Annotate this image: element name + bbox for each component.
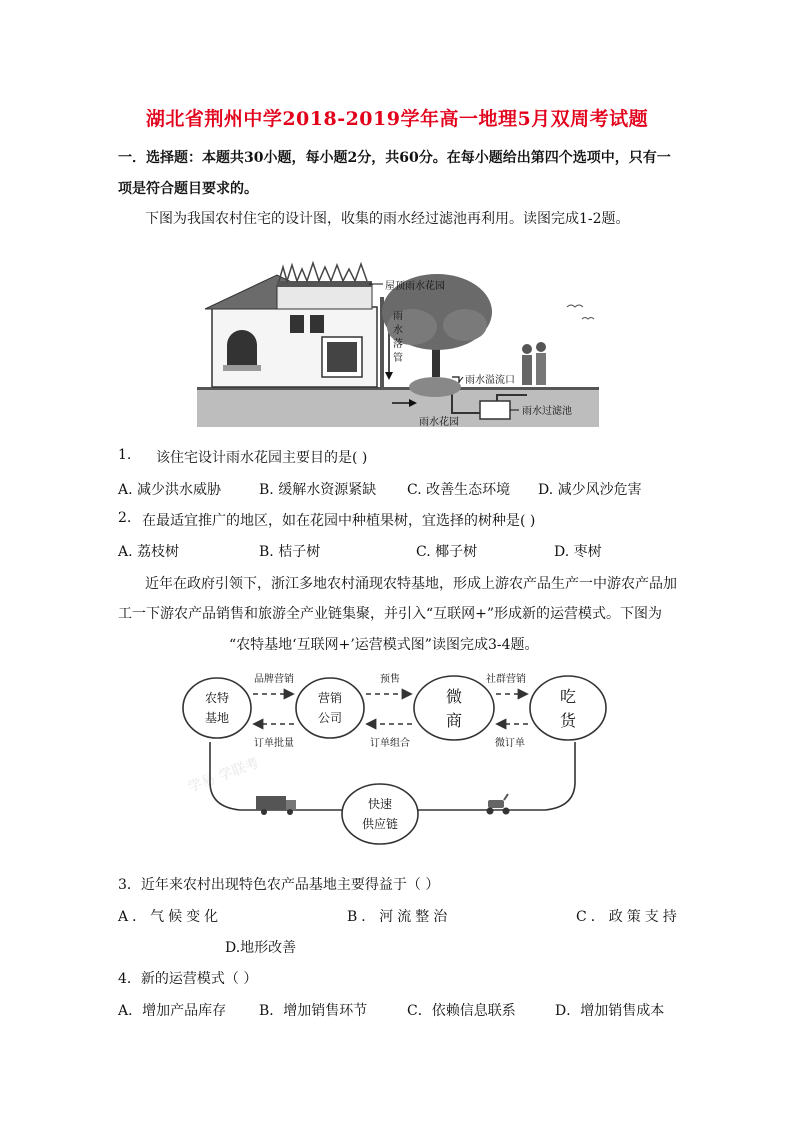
node-supply-line2: 供应链	[361, 817, 399, 831]
house-window-arch	[227, 330, 257, 367]
question-2-option-c: C. 椰子树	[416, 544, 478, 560]
question-1-option-d: D. 减少风沙危害	[538, 482, 642, 498]
node-wechat-line2: 商	[445, 711, 463, 730]
arrow-label-presale: 预售	[380, 674, 400, 685]
page-title: 湖北省荆州中学2018-2019学年高一地理5月双周考试题	[145, 108, 649, 130]
label-pipe-char-1: 雨	[393, 311, 403, 322]
question-4-text: 4．新的运营模式（ ）	[118, 971, 258, 987]
watermark: 学易 学联考	[185, 755, 262, 796]
question-3-option-c: C．政策支持	[576, 909, 681, 925]
label-pipe-char-3: 落	[393, 339, 403, 350]
question-4-option-d: D．增加销售成本	[555, 1003, 665, 1019]
question-3-option-b: B．河流整治	[347, 909, 452, 925]
question-2-number: 2.	[118, 510, 132, 526]
loop-right	[415, 742, 575, 810]
question-2-option-d: D. 枣树	[554, 544, 602, 560]
question-2-option-b: B. 桔子树	[259, 544, 321, 560]
intro-paragraph-2-line3: “农特基地‘互联网+’运营模式图”读图完成3-4题。	[229, 637, 539, 653]
operation-model-diagram	[170, 662, 620, 862]
question-4-option-c: C．依赖信息联系	[407, 1003, 516, 1019]
node-supply	[342, 784, 418, 844]
node-foodie-line1: 吃	[559, 687, 577, 706]
question-1-text: 该住宅设计雨水花园主要目的是( )	[156, 450, 368, 466]
arrow-label-brand: 品牌营销	[254, 674, 294, 685]
label-roof-garden: 屋顶雨水花园	[385, 281, 445, 292]
house-design-figure	[197, 237, 599, 427]
intro-paragraph-1: 下图为我国农村住宅的设计图，收集的雨水经过滤池再利用。读图完成1-2题。	[145, 211, 630, 227]
arrow-label-micro-order: 微订单	[495, 738, 525, 749]
intro-paragraph-2-line2: 工一下游农产品销售和旅游全产业链集聚，并引入“互联网+”形成新的运营模式。下图为	[118, 606, 663, 622]
node-marketing	[296, 678, 364, 738]
arrow-label-order-batch: 订单批量	[254, 738, 294, 749]
question-1-number: 1.	[118, 447, 132, 463]
question-1-option-c: C. 改善生态环境	[407, 482, 511, 498]
scooter-icon	[487, 794, 510, 815]
section-heading-line2: 项是符合题目要求的。	[118, 181, 258, 197]
node-supply-line1: 快速	[367, 797, 393, 811]
node-marketing-line1: 营销	[317, 691, 343, 705]
label-garden: 雨水花园	[419, 417, 459, 427]
node-base-line1: 农特	[204, 691, 230, 705]
intro-paragraph-2-line1: 近年在政府引领下，浙江多地农村涌现农特基地，形成上游农产品生产一中游农产品加	[145, 576, 677, 592]
question-1-option-a: A. 减少洪水威胁	[118, 482, 222, 498]
label-pipe-char-4: 管	[393, 353, 403, 364]
node-wechat-line1: 微	[445, 687, 463, 706]
garden-bushes	[409, 377, 461, 397]
label-overflow: 雨水溢流口	[465, 375, 515, 386]
question-3-option-d: D.地形改善	[225, 940, 297, 956]
node-wechat	[414, 676, 494, 740]
node-base	[183, 678, 251, 738]
person-figure	[522, 355, 532, 385]
question-3-text: 3．近年来农村出现特色农产品基地主要得益于（ ）	[118, 877, 440, 893]
node-marketing-line2: 公司	[317, 711, 343, 725]
node-base-line2: 基地	[204, 711, 230, 725]
section-heading-line1: 一．选择题：本题共30小题，每小题2分，共60分。在每小题给出第四个选项中，只有一	[118, 150, 671, 166]
arrow-label-community: 社群营销	[486, 674, 526, 685]
question-3-option-a: A．气候变化	[118, 909, 223, 925]
question-4-option-a: A．增加产品库存	[118, 1003, 227, 1019]
filter-tank	[480, 401, 510, 419]
question-4-option-b: B．增加销售环节	[259, 1003, 368, 1019]
arrow-label-order-combo: 订单组合	[370, 738, 410, 749]
label-filter: 雨水过滤池	[522, 406, 572, 417]
node-foodie-line2: 货	[559, 711, 577, 730]
label-pipe-char-2: 水	[393, 325, 403, 336]
truck-icon	[256, 796, 296, 815]
node-foodie	[530, 676, 606, 740]
question-2-option-a: A. 荔枝树	[118, 544, 180, 560]
question-1-option-b: B. 缓解水资源紧缺	[259, 482, 377, 498]
question-2-text: 在最适宜推广的地区，如在花园中种植果树，宜选择的树种是( )	[142, 513, 536, 529]
